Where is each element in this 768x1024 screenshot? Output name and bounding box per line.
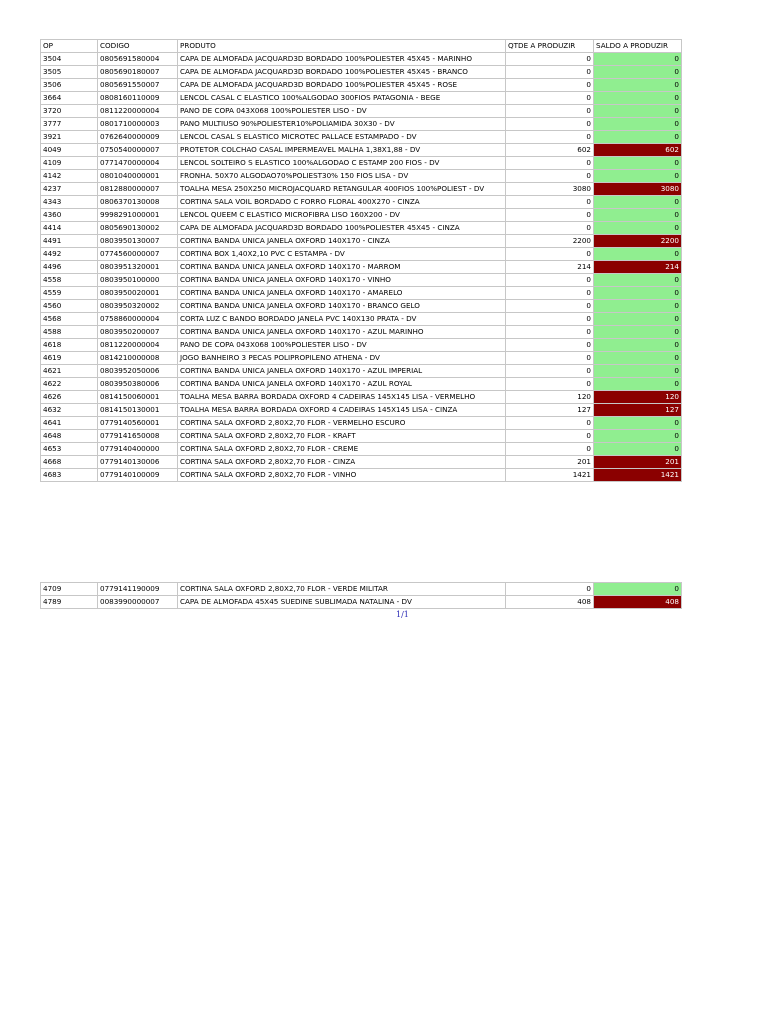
table-row — [41, 183, 682, 196]
cell-codigo: 0811220000004 — [98, 339, 178, 352]
cell-produto: CORTINA BANDA UNICA JANELA OXFORD 140X170 - BRANCO GELO — [178, 300, 506, 313]
cell-saldo: 0 — [594, 300, 682, 313]
cell-op: 4668 — [41, 456, 98, 469]
cell-produto: CORTINA BOX 1,40X2,10 PVC C ESTAMPA - DV — [178, 248, 506, 261]
table-row — [41, 79, 682, 92]
table-row — [41, 404, 682, 417]
cell-codigo: 0779140130006 — [98, 456, 178, 469]
cell-saldo: 0 — [594, 417, 682, 430]
cell-codigo: 0083990000007 — [98, 596, 178, 609]
cell-op: 4683 — [41, 469, 98, 482]
cell-qtde: 0 — [506, 92, 594, 105]
cell-op: 4559 — [41, 287, 98, 300]
cell-produto: PANO DE COPA 043X068 100%POLIESTER LISO - DV — [178, 105, 506, 118]
cell-codigo: 0774560000007 — [98, 248, 178, 261]
cell-produto: TOALHA MESA BARRA BORDADA OXFORD 4 CADEIRAS 145X145 LISA - VERMELHO — [178, 391, 506, 404]
cell-qtde: 0 — [506, 118, 594, 131]
cell-qtde: 0 — [506, 378, 594, 391]
cell-produto: CORTINA BANDA UNICA JANELA OXFORD 140X170 - MARROM — [178, 261, 506, 274]
cell-op: 4618 — [41, 339, 98, 352]
cell-produto: CAPA DE ALMOFADA 45X45 SUEDINE SUBLIMADA NATALINA - DV — [178, 596, 506, 609]
cell-produto: FRONHA. 50X70 ALGODAO70%POLIEST30% 150 FIOS LISA - DV — [178, 170, 506, 183]
cell-codigo: 0803952050006 — [98, 365, 178, 378]
cell-codigo: 0803951320001 — [98, 261, 178, 274]
cell-op: 3505 — [41, 66, 98, 79]
table-row — [41, 144, 682, 157]
cell-produto: CORTA LUZ C BANDO BORDADO JANELA PVC 140X130 PRATA - DV — [178, 313, 506, 326]
cell-codigo: 0801040000001 — [98, 170, 178, 183]
table-row — [41, 326, 682, 339]
cell-qtde: 0 — [506, 430, 594, 443]
cell-qtde: 120 — [506, 391, 594, 404]
cell-qtde: 127 — [506, 404, 594, 417]
cell-qtde: 0 — [506, 287, 594, 300]
cell-qtde: 0 — [506, 326, 594, 339]
cell-saldo: 0 — [594, 79, 682, 92]
header-op: OP — [41, 40, 98, 53]
cell-produto: CORTINA SALA OXFORD 2,80X2,70 FLOR - CREME — [178, 443, 506, 456]
cell-saldo: 0 — [594, 131, 682, 144]
cell-op: 3720 — [41, 105, 98, 118]
cell-qtde: 0 — [506, 313, 594, 326]
cell-saldo: 201 — [594, 456, 682, 469]
table-row — [41, 583, 682, 596]
cell-op: 4109 — [41, 157, 98, 170]
cell-qtde: 0 — [506, 66, 594, 79]
cell-produto: LENCOL QUEEM C ELASTICO MICROFIBRA LISO 160X200 - DV — [178, 209, 506, 222]
table-row — [41, 118, 682, 131]
cell-qtde: 2200 — [506, 235, 594, 248]
table-row — [41, 443, 682, 456]
cell-qtde: 0 — [506, 248, 594, 261]
cell-codigo: 0805690180007 — [98, 66, 178, 79]
table-row — [41, 313, 682, 326]
table-row — [41, 196, 682, 209]
cell-saldo: 0 — [594, 430, 682, 443]
cell-saldo: 0 — [594, 92, 682, 105]
cell-codigo: 0803950130007 — [98, 235, 178, 248]
cell-op: 4626 — [41, 391, 98, 404]
cell-op: 3506 — [41, 79, 98, 92]
cell-qtde: 0 — [506, 196, 594, 209]
cell-produto: CORTINA SALA OXFORD 2,80X2,70 FLOR - VINHO — [178, 469, 506, 482]
cell-qtde: 602 — [506, 144, 594, 157]
header-saldo: SALDO A PRODUZIR — [594, 40, 682, 53]
cell-qtde: 201 — [506, 456, 594, 469]
table-row — [41, 417, 682, 430]
header-qtde: QTDE A PRODUZIR — [506, 40, 594, 53]
table-row — [41, 235, 682, 248]
table-header-row — [41, 40, 682, 53]
table-row — [41, 596, 682, 609]
cell-saldo: 1421 — [594, 469, 682, 482]
cell-qtde: 214 — [506, 261, 594, 274]
table-row — [41, 248, 682, 261]
cell-saldo: 0 — [594, 222, 682, 235]
cell-codigo: 0803950200007 — [98, 326, 178, 339]
production-table-continued — [40, 582, 682, 609]
table-row — [41, 352, 682, 365]
cell-codigo: 0803950100000 — [98, 274, 178, 287]
cell-op: 4619 — [41, 352, 98, 365]
cell-op: 4641 — [41, 417, 98, 430]
cell-produto: PANO MULTIUSO 90%POLIESTER10%POLIAMIDA 30X30 - DV — [178, 118, 506, 131]
cell-produto: CORTINA BANDA UNICA JANELA OXFORD 140X170 - AMARELO — [178, 287, 506, 300]
cell-produto: CORTINA BANDA UNICA JANELA OXFORD 140X170 - CINZA — [178, 235, 506, 248]
cell-qtde: 408 — [506, 596, 594, 609]
production-table — [40, 39, 682, 482]
table-row — [41, 456, 682, 469]
cell-qtde: 0 — [506, 417, 594, 430]
cell-qtde: 0 — [506, 79, 594, 92]
cell-produto: CORTINA BANDA UNICA JANELA OXFORD 140X170 - AZUL IMPERIAL — [178, 365, 506, 378]
cell-op: 4237 — [41, 183, 98, 196]
cell-codigo: 0803950020001 — [98, 287, 178, 300]
table-row — [41, 391, 682, 404]
cell-op: 4343 — [41, 196, 98, 209]
cell-saldo: 2200 — [594, 235, 682, 248]
cell-saldo: 0 — [594, 313, 682, 326]
cell-codigo: 0771470000004 — [98, 157, 178, 170]
cell-op: 4560 — [41, 300, 98, 313]
cell-saldo: 0 — [594, 66, 682, 79]
table-row — [41, 469, 682, 482]
cell-saldo: 0 — [594, 209, 682, 222]
cell-saldo: 0 — [594, 326, 682, 339]
cell-saldo: 0 — [594, 196, 682, 209]
cell-qtde: 1421 — [506, 469, 594, 482]
cell-op: 4653 — [41, 443, 98, 456]
cell-qtde: 0 — [506, 365, 594, 378]
cell-op: 4049 — [41, 144, 98, 157]
cell-produto: LENCOL SOLTEIRO S ELASTICO 100%ALGODAO C ESTAMP 200 FIOS - DV — [178, 157, 506, 170]
cell-produto: TOALHA MESA 250X250 MICROJACQUARD RETANGULAR 400FIOS 100%POLIEST - DV — [178, 183, 506, 196]
cell-op: 4622 — [41, 378, 98, 391]
cell-saldo: 0 — [594, 443, 682, 456]
cell-produto: CORTINA SALA OXFORD 2,80X2,70 FLOR - VERDE MILITAR — [178, 583, 506, 596]
cell-codigo: 0814210000008 — [98, 352, 178, 365]
cell-op: 4491 — [41, 235, 98, 248]
header-produto: PRODUTO — [178, 40, 506, 53]
cell-produto: TOALHA MESA BARRA BORDADA OXFORD 4 CADEIRAS 145X145 LISA - CINZA — [178, 404, 506, 417]
cell-op: 4496 — [41, 261, 98, 274]
cell-op: 4709 — [41, 583, 98, 596]
cell-saldo: 0 — [594, 248, 682, 261]
cell-qtde: 0 — [506, 105, 594, 118]
cell-produto: LENCOL CASAL C ELASTICO 100%ALGODAO 300FIOS PATAGONIA - BEGE — [178, 92, 506, 105]
cell-op: 3504 — [41, 53, 98, 66]
page-indicator: 1/1 — [396, 610, 409, 619]
cell-qtde: 3080 — [506, 183, 594, 196]
cell-produto: CORTINA SALA OXFORD 2,80X2,70 FLOR - CINZA — [178, 456, 506, 469]
table-row — [41, 378, 682, 391]
cell-saldo: 214 — [594, 261, 682, 274]
cell-codigo: 0811220000004 — [98, 105, 178, 118]
table-row — [41, 287, 682, 300]
cell-op: 4142 — [41, 170, 98, 183]
table-row — [41, 53, 682, 66]
cell-qtde: 0 — [506, 300, 594, 313]
cell-codigo: 0779140400000 — [98, 443, 178, 456]
cell-qtde: 0 — [506, 53, 594, 66]
table-row — [41, 365, 682, 378]
cell-codigo: 0805690130002 — [98, 222, 178, 235]
cell-codigo: 0805691580004 — [98, 53, 178, 66]
table-row — [41, 170, 682, 183]
cell-op: 4558 — [41, 274, 98, 287]
table-row — [41, 274, 682, 287]
table-row — [41, 222, 682, 235]
cell-saldo: 0 — [594, 53, 682, 66]
cell-produto: CORTINA BANDA UNICA JANELA OXFORD 140X170 - AZUL ROYAL — [178, 378, 506, 391]
cell-op: 4360 — [41, 209, 98, 222]
cell-produto: JOGO BANHEIRO 3 PECAS POLIPROPILENO ATHENA - DV — [178, 352, 506, 365]
cell-produto: CORTINA SALA OXFORD 2,80X2,70 FLOR - VERMELHO ESCURO — [178, 417, 506, 430]
table-row — [41, 300, 682, 313]
table-body — [41, 53, 682, 482]
cell-op: 3664 — [41, 92, 98, 105]
cell-codigo: 0779140560001 — [98, 417, 178, 430]
cell-saldo: 120 — [594, 391, 682, 404]
table-row — [41, 339, 682, 352]
cell-codigo: 0762640000009 — [98, 131, 178, 144]
cell-saldo: 408 — [594, 596, 682, 609]
cell-codigo: 0806370130008 — [98, 196, 178, 209]
cell-codigo: 0750540000007 — [98, 144, 178, 157]
cell-op: 4789 — [41, 596, 98, 609]
cell-codigo: 0808160110009 — [98, 92, 178, 105]
header-codigo: CODIGO — [98, 40, 178, 53]
cell-saldo: 0 — [594, 339, 682, 352]
cell-qtde: 0 — [506, 222, 594, 235]
cell-codigo: 0805691550007 — [98, 79, 178, 92]
cell-qtde: 0 — [506, 339, 594, 352]
cell-codigo: 0779141650008 — [98, 430, 178, 443]
cell-saldo: 0 — [594, 274, 682, 287]
cell-produto: LENCOL CASAL S ELASTICO MICROTEC PALLACE ESTAMPADO - DV — [178, 131, 506, 144]
cell-saldo: 0 — [594, 287, 682, 300]
cell-saldo: 0 — [594, 170, 682, 183]
cell-codigo: 0812880000007 — [98, 183, 178, 196]
cell-codigo: 0803950320002 — [98, 300, 178, 313]
cell-saldo: 0 — [594, 157, 682, 170]
cell-qtde: 0 — [506, 274, 594, 287]
cell-codigo: 0814150130001 — [98, 404, 178, 417]
table-row — [41, 430, 682, 443]
cell-produto: CAPA DE ALMOFADA JACQUARD3D BORDADO 100%POLIESTER 45X45 - MARINHO — [178, 53, 506, 66]
table-row — [41, 209, 682, 222]
table-row — [41, 131, 682, 144]
cell-op: 4621 — [41, 365, 98, 378]
cell-saldo: 0 — [594, 105, 682, 118]
cell-qtde: 0 — [506, 170, 594, 183]
cell-produto: CORTINA SALA VOIL BORDADO C FORRO FLORAL 400X270 - CINZA — [178, 196, 506, 209]
cell-qtde: 0 — [506, 209, 594, 222]
cell-codigo: 0803950380006 — [98, 378, 178, 391]
cell-codigo: 0779140100009 — [98, 469, 178, 482]
cell-qtde: 0 — [506, 583, 594, 596]
table-row — [41, 92, 682, 105]
cell-codigo: 0758860000004 — [98, 313, 178, 326]
cell-produto: CORTINA BANDA UNICA JANELA OXFORD 140X170 - VINHO — [178, 274, 506, 287]
table-body-continued — [41, 583, 682, 609]
cell-op: 4414 — [41, 222, 98, 235]
table-row — [41, 157, 682, 170]
cell-saldo: 127 — [594, 404, 682, 417]
cell-op: 4492 — [41, 248, 98, 261]
table-row — [41, 105, 682, 118]
cell-saldo: 0 — [594, 583, 682, 596]
cell-produto: CAPA DE ALMOFADA JACQUARD3D BORDADO 100%POLIESTER 45X45 - BRANCO — [178, 66, 506, 79]
cell-op: 4648 — [41, 430, 98, 443]
cell-saldo: 0 — [594, 365, 682, 378]
cell-produto: PROTETOR COLCHAO CASAL IMPERMEAVEL MALHA 1,38X1,88 - DV — [178, 144, 506, 157]
cell-saldo: 0 — [594, 352, 682, 365]
cell-op: 4632 — [41, 404, 98, 417]
cell-qtde: 0 — [506, 352, 594, 365]
table-row — [41, 261, 682, 274]
cell-qtde: 0 — [506, 131, 594, 144]
cell-codigo: 0779141190009 — [98, 583, 178, 596]
cell-op: 3921 — [41, 131, 98, 144]
cell-produto: CORTINA BANDA UNICA JANELA OXFORD 140X170 - AZUL MARINHO — [178, 326, 506, 339]
table-row — [41, 66, 682, 79]
cell-produto: CAPA DE ALMOFADA JACQUARD3D BORDADO 100%POLIESTER 45X45 - CINZA — [178, 222, 506, 235]
cell-op: 4588 — [41, 326, 98, 339]
cell-saldo: 0 — [594, 118, 682, 131]
cell-qtde: 0 — [506, 443, 594, 456]
cell-codigo: 0801710000003 — [98, 118, 178, 131]
cell-op: 3777 — [41, 118, 98, 131]
cell-saldo: 3080 — [594, 183, 682, 196]
cell-produto: CORTINA SALA OXFORD 2,80X2,70 FLOR - KRAFT — [178, 430, 506, 443]
cell-produto: PANO DE COPA 043X068 100%POLIESTER LISO - DV — [178, 339, 506, 352]
cell-codigo: 0814150060001 — [98, 391, 178, 404]
cell-saldo: 0 — [594, 378, 682, 391]
cell-produto: CAPA DE ALMOFADA JACQUARD3D BORDADO 100%POLIESTER 45X45 - ROSE — [178, 79, 506, 92]
cell-op: 4568 — [41, 313, 98, 326]
cell-qtde: 0 — [506, 157, 594, 170]
cell-saldo: 602 — [594, 144, 682, 157]
cell-codigo: 9998291000001 — [98, 209, 178, 222]
